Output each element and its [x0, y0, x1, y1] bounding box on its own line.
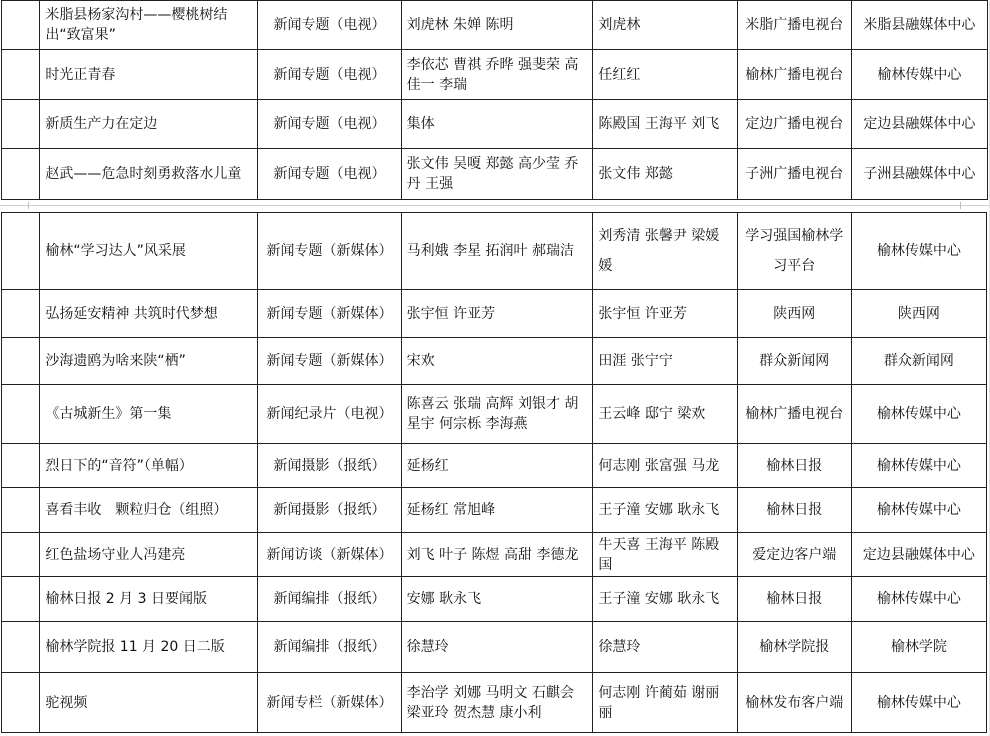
recommender-cell: 榆林传媒中心: [851, 673, 986, 733]
authors-cell: 刘飞 叶子 陈煜 高甜 李德龙: [401, 533, 593, 577]
publisher-cell: 爱定边客户端: [737, 533, 851, 577]
title-cell: 榆林日报 2 月 3 日要闻版: [40, 577, 258, 622]
row-number-cell: [2, 50, 40, 100]
recommender-cell: 陕西网: [851, 290, 986, 338]
table-row: [2, 673, 987, 733]
awards-table-bottom: [1, 212, 987, 733]
editors-cell: 牛天喜 王海平 陈殿国: [593, 533, 737, 577]
recommender-cell: 榆林传媒中心: [851, 385, 986, 444]
editors-cell: 田涯 张宁宁: [593, 338, 737, 385]
title-cell: 榆林“学习达人”风采展: [40, 213, 258, 290]
awards-table-top: [1, 0, 988, 200]
table-row: [2, 488, 987, 533]
row-number-cell: [2, 577, 40, 622]
table-row: [2, 622, 987, 673]
table-row: [2, 50, 988, 100]
category-cell: 新闻专题（电视）: [258, 100, 401, 149]
table-row: [2, 533, 987, 577]
category-cell: 新闻摄影（报纸）: [258, 444, 401, 488]
title-cell: 时光正青春: [40, 50, 258, 100]
authors-cell: 延杨红 常旭峰: [401, 488, 593, 533]
title-cell: 烈日下的“音符”（单幅）: [40, 444, 258, 488]
title-cell: 《古城新生》第一集: [40, 385, 258, 444]
row-number-cell: [2, 338, 40, 385]
editors-cell: 王子潼 安娜 耿永飞: [593, 577, 737, 622]
title-cell: 弘扬延安精神 共筑时代梦想: [40, 290, 258, 338]
row-number-cell: [2, 488, 40, 533]
row-number-cell: [2, 213, 40, 290]
editors-cell: 何志刚 张富强 马龙: [593, 444, 737, 488]
editors-cell: 刘秀清 张馨尹 梁媛媛: [593, 213, 737, 290]
authors-cell: 延杨红: [401, 444, 593, 488]
category-cell: 新闻摄影（报纸）: [258, 488, 401, 533]
category-cell: 新闻专题（新媒体）: [258, 213, 401, 290]
row-number-cell: [2, 622, 40, 673]
table-row: [2, 444, 987, 488]
row-number-cell: [2, 444, 40, 488]
authors-cell: 马利娥 李星 拓润叶 郝瑞洁: [401, 213, 593, 290]
category-cell: 新闻专题（电视）: [258, 1, 401, 50]
title-cell: 榆林学院报 11 月 20 日二版: [40, 622, 258, 673]
publisher-cell: 榆林发布客户端: [737, 673, 851, 733]
editors-cell: 刘虎林: [593, 1, 737, 50]
authors-cell: 宋欢: [401, 338, 593, 385]
category-cell: 新闻专题（新媒体）: [258, 290, 401, 338]
editors-cell: 徐慧玲: [593, 622, 737, 673]
recommender-cell: 定边县融媒体中心: [851, 100, 987, 149]
table-row: [2, 1, 988, 50]
recommender-cell: 米脂县融媒体中心: [851, 1, 987, 50]
authors-cell: 张宇恒 许亚芳: [401, 290, 593, 338]
publisher-cell: 榆林日报: [737, 488, 851, 533]
publisher-cell: 子洲广播电视台: [737, 149, 851, 200]
recommender-cell: 榆林传媒中心: [851, 577, 986, 622]
category-cell: 新闻访谈（新媒体）: [258, 533, 401, 577]
title-cell: 红色盐场守业人冯建亮: [40, 533, 258, 577]
authors-cell: 陈喜云 张瑞 高辉 刘银才 胡星宇 何宗栎 李海燕: [401, 385, 593, 444]
recommender-cell: 榆林传媒中心: [851, 50, 987, 100]
publisher-cell: 榆林日报: [737, 577, 851, 622]
row-number-cell: [2, 290, 40, 338]
category-cell: 新闻编排（报纸）: [258, 577, 401, 622]
editors-cell: 王子潼 安娜 耿永飞: [593, 488, 737, 533]
publisher-cell: 榆林日报: [737, 444, 851, 488]
page-break-tick: [28, 202, 29, 209]
publisher-cell: 定边广播电视台: [737, 100, 851, 149]
row-number-cell: [2, 100, 40, 149]
publisher-cell: 学习强国榆林学习平台: [737, 213, 851, 290]
category-cell: 新闻专题（电视）: [258, 50, 401, 100]
table-row: [2, 213, 987, 290]
editors-cell: 张文伟 郑懿: [593, 149, 737, 200]
page-break-gap: [0, 201, 990, 212]
table-row: [2, 385, 987, 444]
title-cell: 米脂县杨家沟村——樱桃树结出“致富果”: [40, 1, 258, 50]
authors-cell: 安娜 耿永飞: [401, 577, 593, 622]
recommender-cell: 子洲县融媒体中心: [851, 149, 987, 200]
row-number-cell: [2, 673, 40, 733]
editors-cell: 王云峰 邸宁 梁欢: [593, 385, 737, 444]
authors-cell: 集体: [401, 100, 593, 149]
table-row: [2, 577, 987, 622]
editors-cell: 陈殿国 王海平 刘飞: [593, 100, 737, 149]
row-number-cell: [2, 385, 40, 444]
title-cell: 喜看丰收 颗粒归仓（组照）: [40, 488, 258, 533]
page-break-tick: [960, 202, 961, 209]
editors-cell: 张宇恒 许亚芳: [593, 290, 737, 338]
row-number-cell: [2, 533, 40, 577]
authors-cell: 李依芯 曹祺 乔晔 强斐荣 高佳一 李瑞: [401, 50, 593, 100]
row-number-cell: [2, 149, 40, 200]
category-cell: 新闻专题（电视）: [258, 149, 401, 200]
recommender-cell: 榆林传媒中心: [851, 213, 986, 290]
category-cell: 新闻纪录片（电视）: [258, 385, 401, 444]
table-row: [2, 100, 988, 149]
publisher-cell: 群众新闻网: [737, 338, 851, 385]
publisher-cell: 榆林广播电视台: [737, 385, 851, 444]
recommender-cell: 榆林学院: [851, 622, 986, 673]
category-cell: 新闻专题（新媒体）: [258, 338, 401, 385]
table-row: [2, 338, 987, 385]
authors-cell: 徐慧玲: [401, 622, 593, 673]
title-cell: 驼视频: [40, 673, 258, 733]
table-row: [2, 290, 987, 338]
table-row: [2, 149, 988, 200]
editors-cell: 任红红: [593, 50, 737, 100]
category-cell: 新闻专栏（新媒体）: [258, 673, 401, 733]
recommender-cell: 榆林传媒中心: [851, 488, 986, 533]
category-cell: 新闻编排（报纸）: [258, 622, 401, 673]
publisher-cell: 榆林学院报: [737, 622, 851, 673]
editors-cell: 何志刚 许蔺茹 谢丽丽: [593, 673, 737, 733]
recommender-cell: 榆林传媒中心: [851, 444, 986, 488]
publisher-cell: 榆林广播电视台: [737, 50, 851, 100]
row-number-cell: [2, 1, 40, 50]
title-cell: 赵武——危急时刻勇救落水儿童: [40, 149, 258, 200]
recommender-cell: 定边县融媒体中心: [851, 533, 986, 577]
title-cell: 新质生产力在定边: [40, 100, 258, 149]
page-break-rule: [0, 205, 990, 206]
publisher-cell: 陕西网: [737, 290, 851, 338]
publisher-cell: 米脂广播电视台: [737, 1, 851, 50]
authors-cell: 张文伟 吴嗄 郑懿 高少莹 乔丹 王强: [401, 149, 593, 200]
authors-cell: 刘虎林 朱婵 陈明: [401, 1, 593, 50]
title-cell: 沙海遗鸥为啥来陕“栖”: [40, 338, 258, 385]
authors-cell: 李治学 刘娜 马明文 石麒会 梁亚玲 贺杰慧 康小利: [401, 673, 593, 733]
recommender-cell: 群众新闻网: [851, 338, 986, 385]
